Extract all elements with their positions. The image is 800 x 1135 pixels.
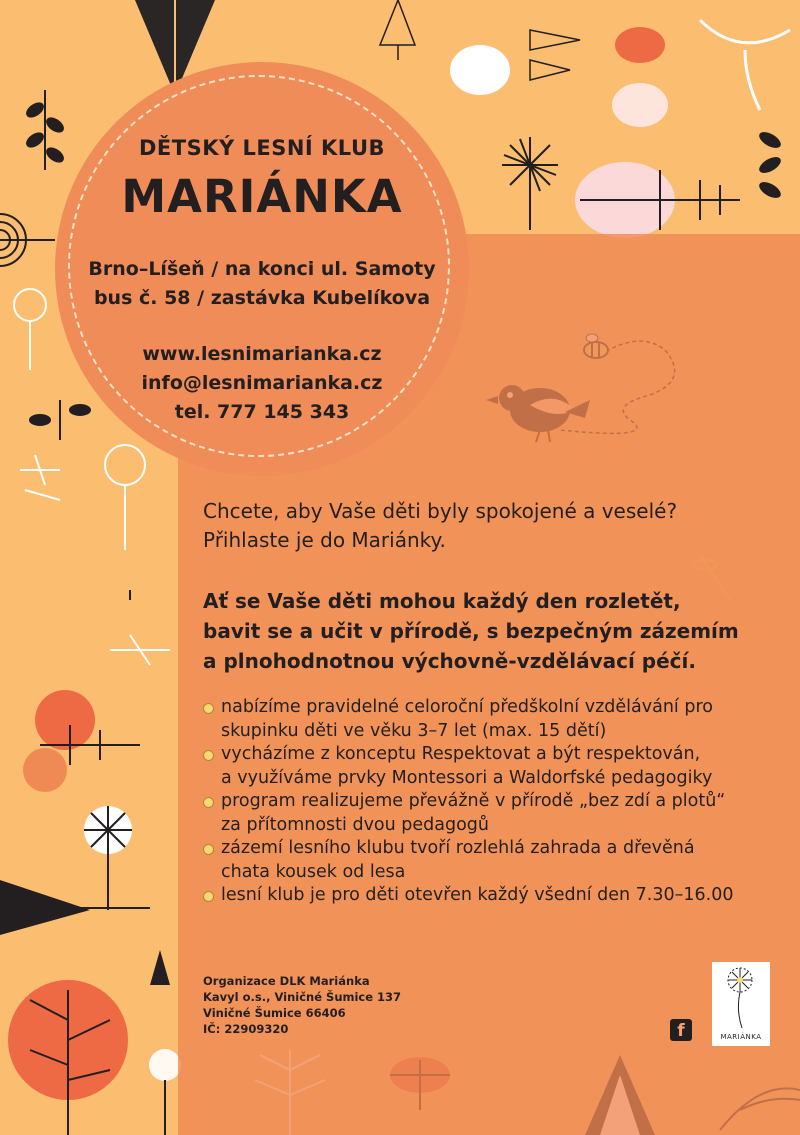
dandelion-bullet-icon (203, 797, 214, 808)
club-label: DĚTSKÝ LESNÍ KLUB (138, 136, 386, 160)
intro-text (203, 497, 677, 555)
contact-info (55, 340, 469, 427)
lead-text (203, 586, 739, 676)
org-line-1: Organizace DLK Mariánka (203, 974, 370, 988)
feature-line-1: program realizujeme převážně v přírodě „bez zdí a plotů“ (221, 791, 726, 811)
address-line-2: bus č. 58 / zastávka Kubelíkova (93, 287, 431, 309)
list-item (203, 696, 733, 743)
feature-line-2: za přítomnosti dvou pedagogů (221, 814, 490, 835)
address-line-1: Brno–Líšeň / na konci ul. Samoty (88, 258, 436, 280)
phone-number: tel. 777 145 343 (174, 401, 350, 423)
dandelion-bullet-icon (203, 750, 214, 761)
lead-line-1: Ať se Vaše děti mohou každý den rozletět, (203, 589, 681, 613)
lead-line-2: bavit se a učit v přírodě, s bezpečným zázemím (203, 619, 739, 643)
feature-line-1: lesní klub je pro děti otevřen každý všední den 7.30–16.00 (221, 885, 734, 905)
club-name: MARIÁNKA (121, 170, 403, 223)
dandelion-bullet-icon (203, 703, 214, 714)
org-line-3: Viničné Šumice 66406 (203, 1006, 346, 1020)
organization-info (203, 973, 401, 1037)
website-link[interactable]: www.lesnimarianka.cz (142, 343, 382, 365)
address (55, 255, 469, 313)
email-link[interactable]: info@lesnimarianka.cz (141, 372, 383, 394)
org-line-4: IČ: 22909320 (203, 1022, 289, 1036)
list-item (203, 790, 733, 837)
list-item (203, 743, 733, 790)
feature-line-2: chata kousek od lesa (221, 861, 406, 882)
feature-line-2: skupinku děti ve věku 3–7 let (max. 15 dětí) (221, 720, 607, 741)
feature-line-2: a využíváme prvky Montessori a Waldorfské pedagogiky (221, 767, 713, 788)
dandelion-logo (712, 962, 770, 1046)
dandelion-bullet-icon (203, 844, 214, 855)
org-line-2: Kavyl o.s., Viničné Šumice 137 (203, 990, 402, 1004)
intro-line-1: Chcete, aby Vaše děti byly spokojené a veselé? (203, 499, 678, 523)
logo-text: MARIÁNKA (720, 1033, 762, 1041)
facebook-icon[interactable]: f (670, 1019, 692, 1041)
dandelion-icon (712, 962, 770, 1032)
dandelion-bullet-icon (203, 891, 214, 902)
intro-line-2: Přihlaste je do Mariánky. (203, 528, 446, 552)
feature-line-1: nabízíme pravidelné celoroční předškolní vzdělávání pro (221, 697, 713, 717)
feature-line-1: vycházíme z konceptu Respektovat a být respektován, (221, 744, 701, 764)
list-item (203, 884, 733, 908)
feature-list (203, 696, 733, 908)
feature-line-1: zázemí lesního klubu tvoří rozlehlá zahrada a dřevěná (221, 838, 695, 858)
lead-line-3: a plnohodnotnou výchovně-vzdělávací péčí. (203, 649, 696, 673)
list-item (203, 837, 733, 884)
